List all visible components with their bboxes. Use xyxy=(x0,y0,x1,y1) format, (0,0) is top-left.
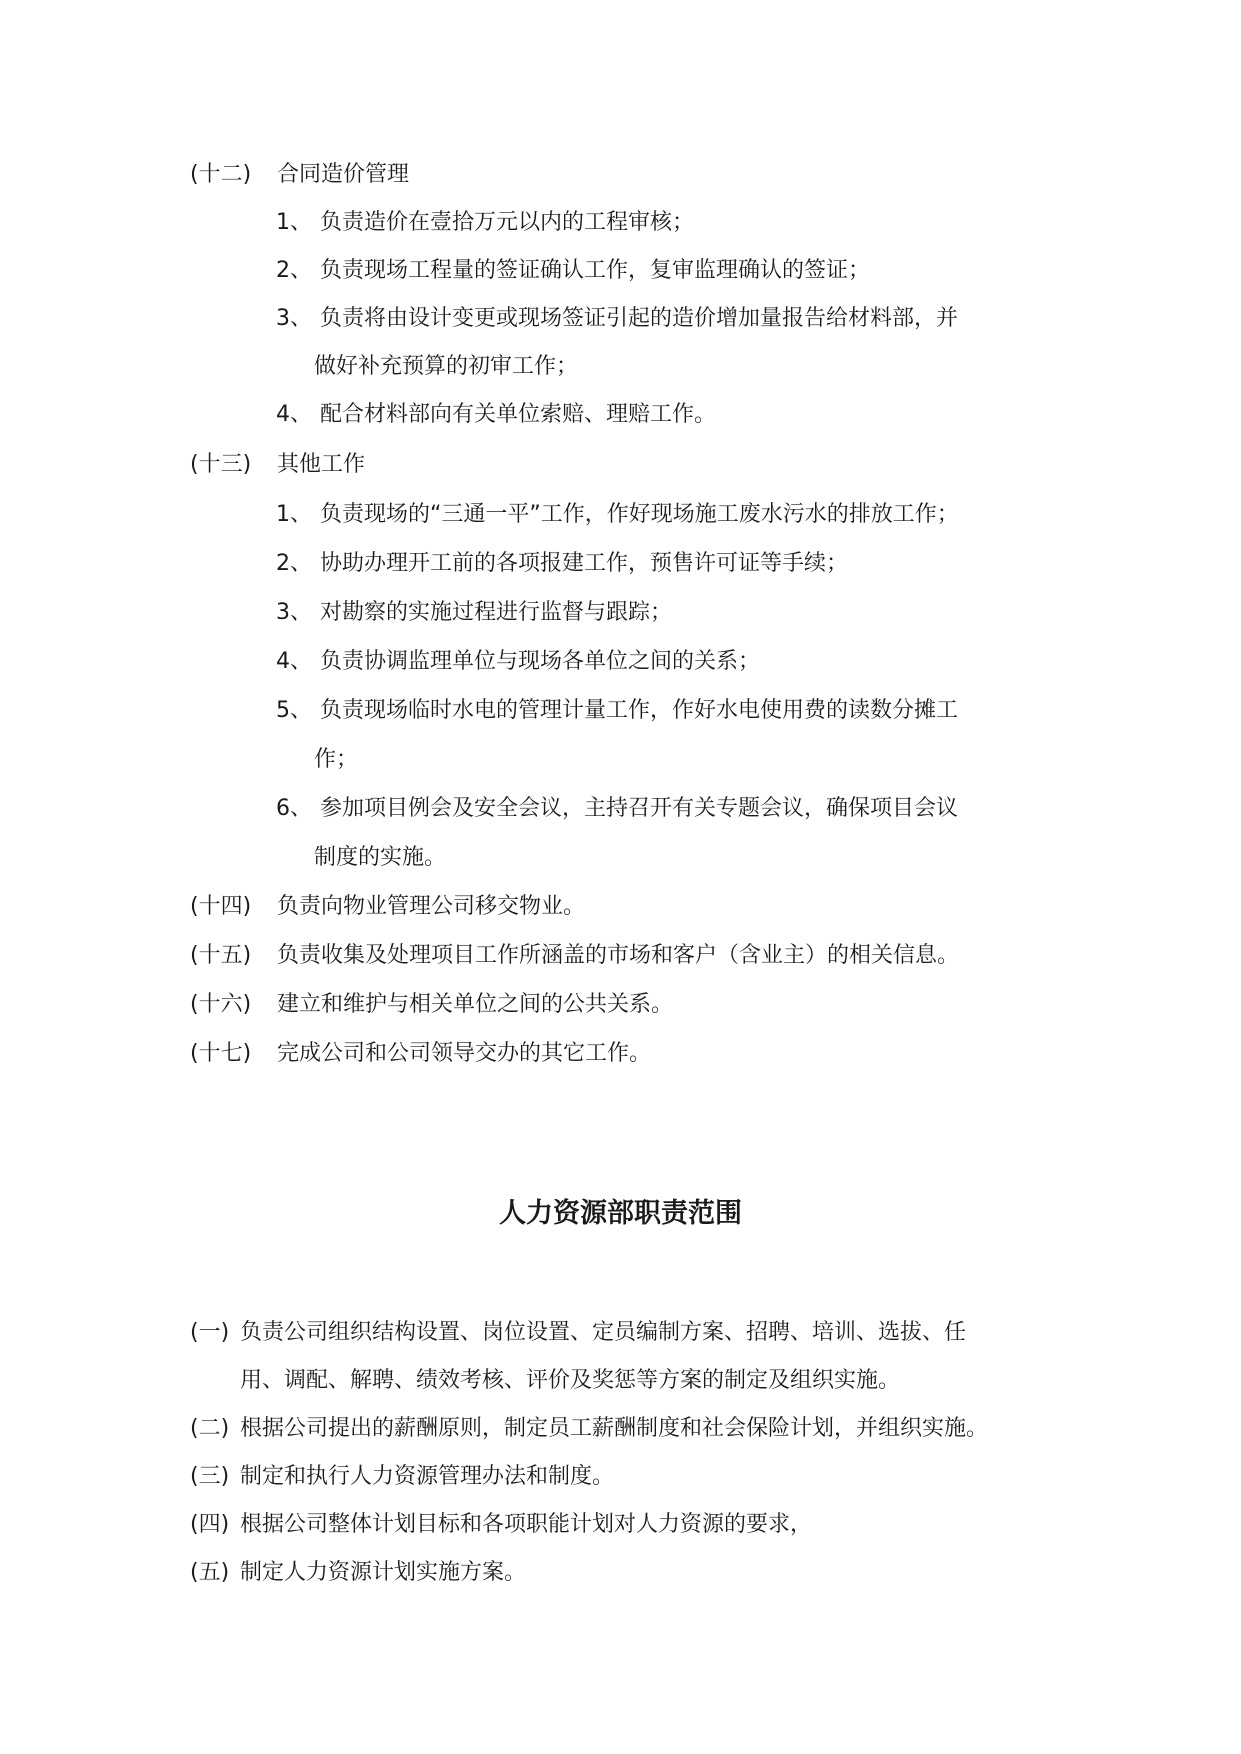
item-text: 参加项目例会及安全会议，主持召开有关专题会议，确保项目会议 xyxy=(320,796,959,821)
hr-item-marker: (五) xyxy=(190,1560,230,1585)
section-heading: 人力资源部职责范围 xyxy=(499,1198,742,1229)
section-marker: (十四) xyxy=(190,894,252,919)
item-text: 负责现场的“三通一平”工作，作好现场施工废水污水的排放工作； xyxy=(320,502,959,527)
item-number: 1、 xyxy=(276,502,312,527)
item-number: 4、 xyxy=(276,402,312,427)
item-number: 1、 xyxy=(276,210,312,235)
hr-item-marker: (一) xyxy=(190,1320,230,1345)
section-title: 负责收集及处理项目工作所涵盖的市场和客户（含业主）的相关信息。 xyxy=(277,943,960,968)
item-text: 负责现场工程量的签证确认工作，复审监理确认的签证； xyxy=(320,258,871,283)
section-marker: (十五) xyxy=(190,943,252,968)
section-title: 合同造价管理 xyxy=(277,162,410,187)
hr-item-continuation: 用、调配、解聘、绩效考核、评价及奖惩等方案的制定及组织实施。 xyxy=(240,1368,901,1393)
hr-item-text: 根据公司提出的薪酬原则，制定员工薪酬制度和社会保险计划，并组织实施。 xyxy=(240,1416,989,1441)
item-number: 5、 xyxy=(276,698,312,723)
item-continuation: 做好补充预算的初审工作； xyxy=(314,354,579,379)
section-title: 完成公司和公司领导交办的其它工作。 xyxy=(277,1041,652,1066)
section-marker: (十六) xyxy=(190,992,252,1017)
item-text: 负责造价在壹拾万元以内的工程审核； xyxy=(320,210,695,235)
item-text: 负责协调监理单位与现场各单位之间的关系； xyxy=(320,649,761,674)
item-continuation: 制度的实施。 xyxy=(314,845,447,870)
item-number: 6、 xyxy=(276,796,312,821)
section-title: 建立和维护与相关单位之间的公共关系。 xyxy=(277,992,674,1017)
section-marker: (十七) xyxy=(190,1041,252,1066)
item-text: 负责将由设计变更或现场签证引起的造价增加量报告给材料部，并 xyxy=(320,306,959,331)
item-number: 4、 xyxy=(276,649,312,674)
item-number: 2、 xyxy=(276,258,312,283)
item-number: 3、 xyxy=(276,306,312,331)
item-text: 负责现场临时水电的管理计量工作，作好水电使用费的读数分摊工 xyxy=(320,698,959,723)
hr-item-text: 制定和执行人力资源管理办法和制度。 xyxy=(240,1464,615,1489)
hr-item-text: 负责公司组织结构设置、岗位设置、定员编制方案、招聘、培训、选拔、任 xyxy=(240,1320,967,1345)
hr-item-marker: (三) xyxy=(190,1464,230,1489)
section-title: 其他工作 xyxy=(277,452,366,477)
hr-item-text: 制定人力资源计划实施方案。 xyxy=(240,1560,527,1585)
item-text: 协助办理开工前的各项报建工作，预售许可证等手续； xyxy=(320,551,849,576)
section-marker: (十三) xyxy=(190,452,252,477)
item-text: 对勘察的实施过程进行监督与跟踪； xyxy=(320,600,673,625)
hr-item-text: 根据公司整体计划目标和各项职能计划对人力资源的要求， xyxy=(240,1512,813,1537)
item-continuation: 作； xyxy=(314,747,359,772)
hr-item-marker: (二) xyxy=(190,1416,230,1441)
section-title: 负责向物业管理公司移交物业。 xyxy=(277,894,586,919)
item-number: 3、 xyxy=(276,600,312,625)
item-number: 2、 xyxy=(276,551,312,576)
section-marker: (十二) xyxy=(190,162,252,187)
item-text: 配合材料部向有关单位索赔、理赔工作。 xyxy=(320,402,717,427)
hr-item-marker: (四) xyxy=(190,1512,230,1537)
